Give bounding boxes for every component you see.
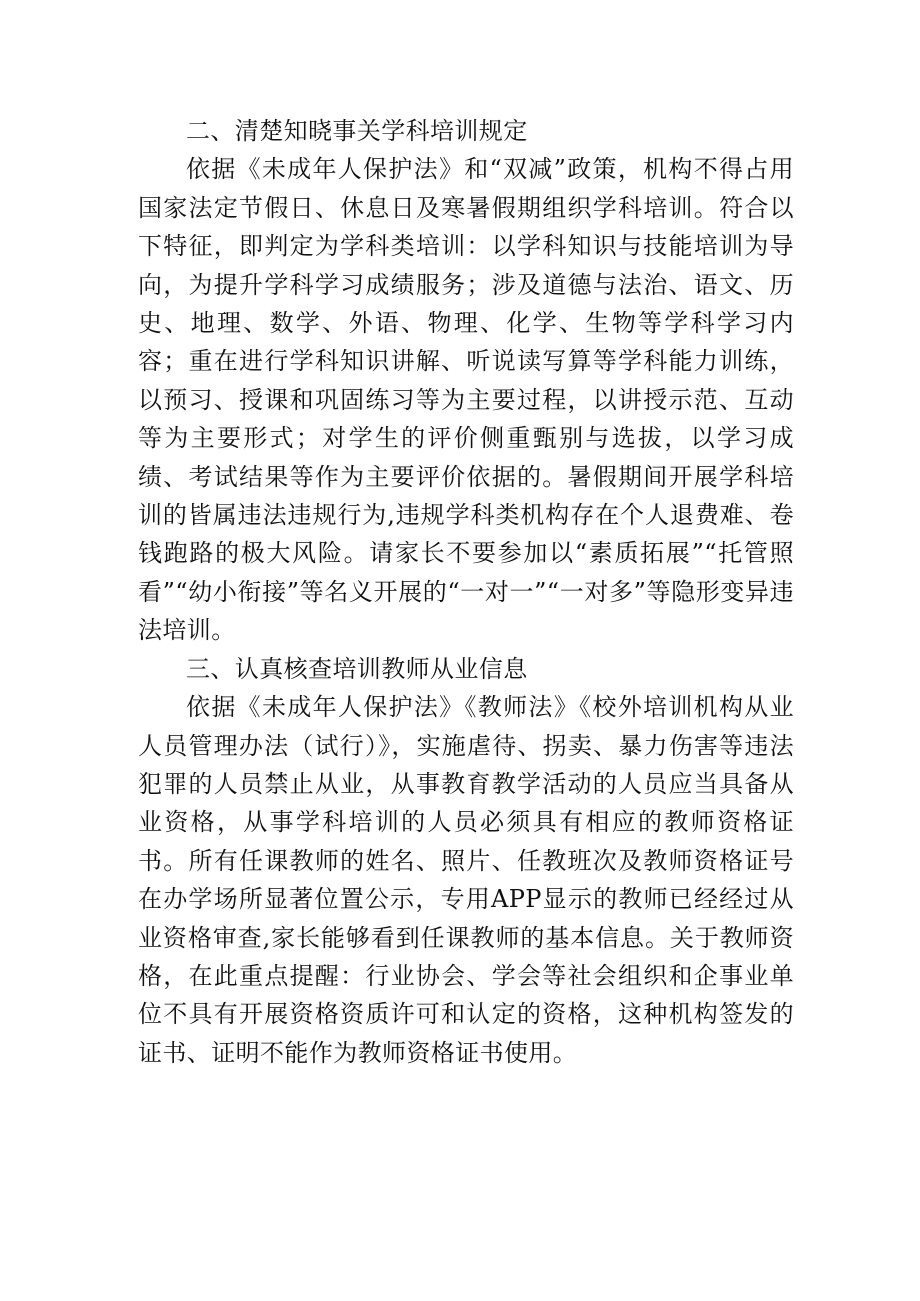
section-paragraph-2: 依据《未成年人保护法》和“双减”政策，机构不得占用国家法定节假日、休息日及寒暑假期组织学科培训。符合以下特征，即判定为学科类培训：以学科知识与技能培训为导向，为提升学科学习成绩服务；涉及道德与法治、语文、历史、地理、数学、外语、物理、化学、生物等学科学习内容；重在进行学科知识讲解、听说读写算等学科能力训练，以预习、授课和巩固练习等为主要过程，以讲授示范、互动等为主要形式；对学生的评价侧重甄别与选拔，以学习成绩、考试结果等作为主要评价依据的。暑假期间开展学科培训的皆属违法违规行为,违规学科类机构存在个人退费难、卷钱跑路的极大风险。请家长不要参加以“素质拓展”“托管照看”“幼小衔接”等名义开展的“一对一”“一对多”等隐形变异违法培训。 xyxy=(138,155,794,645)
section-heading-3: 三、认真核查培训教师从业信息 xyxy=(186,654,528,683)
section-heading-2: 二、清楚知晓事关学科培训规定 xyxy=(186,117,528,145)
section-paragraph-3: 依据《未成年人保护法》《教师法》《校外培训机构从业人员管理办法（试行）》，实施虐待、拐卖、暴力伤害等违法犯罪的人员禁止从业，从事教育教学活动的人员应当具备从业资格，从事学科培训的人员必须具有相应的教师资格证书。所有任课教师的姓名、照片、任教班次及教师资格证号在办学场所显著位置公示，专用APP显示的教师已经经过从业资格审查,家长能够看到任课教师的基本信息。关于教师资格，在此重点提醒：行业协会、学会等社会组织和企事业单位不具有开展资格资质许可和认定的资格，这种机构签发的证书、证明不能作为教师资格证书使用。 xyxy=(138,693,794,1067)
document-body xyxy=(138,112,794,1072)
